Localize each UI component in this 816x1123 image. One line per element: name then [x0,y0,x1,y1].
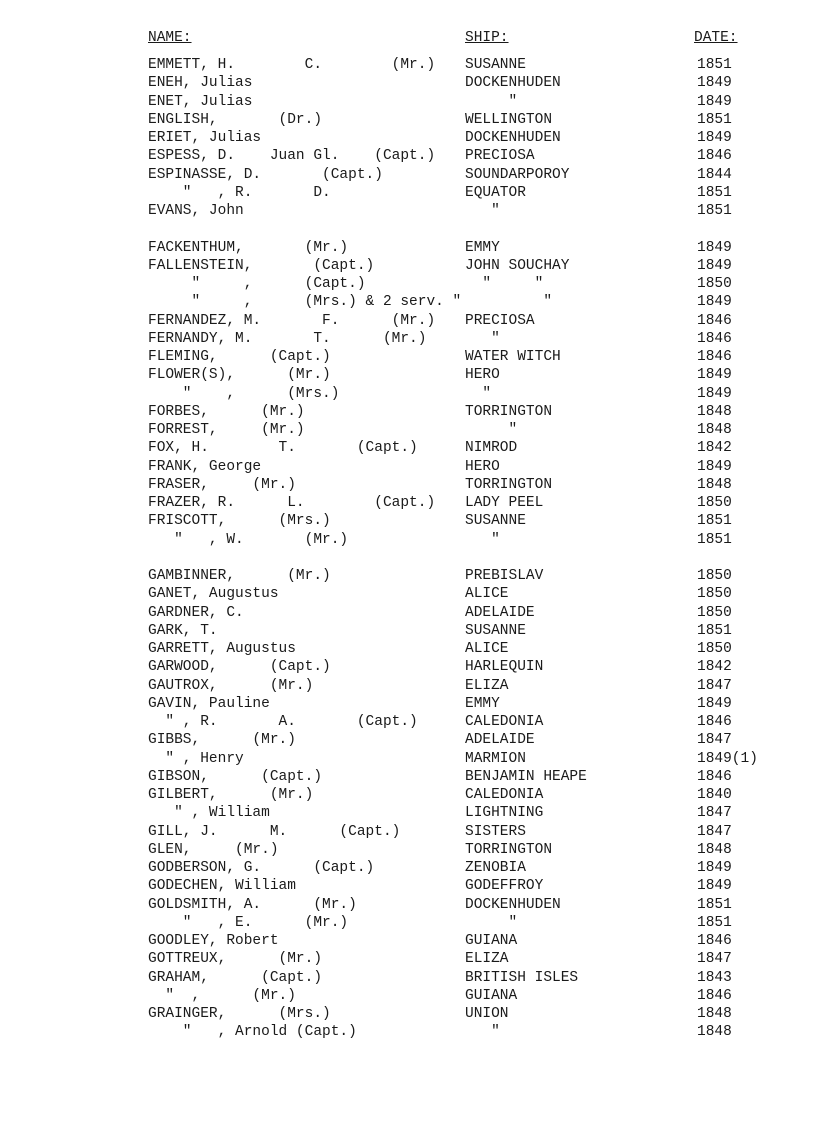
ship-name: PREBISLAV [465,568,544,584]
ship-name: LADY PEEL [465,495,544,511]
list-item [0,804,816,822]
passenger-name: GAMBINNER, (Mr.) [148,568,331,584]
passenger-name: FERNANDEZ, M. F. (Mr.) [148,312,436,329]
ship-name: " [465,203,500,219]
arrival-date: 1847 [697,805,732,822]
ship-name: GUIANA [465,987,518,1004]
list-item [0,166,816,184]
passenger-name: ERIET, Julias [148,130,262,146]
ship-name: LIGHTNING [465,805,544,822]
list-item [0,366,816,384]
arrival-date: 1851 [697,531,732,548]
passenger-name: ESPESS, D. Juan Gl. (Capt.) [148,148,436,165]
arrival-date: 1849(1) [697,750,758,767]
ship-name: UNION [465,1006,509,1022]
arrival-date: 1847 [697,732,732,749]
ship-name: PRECIOSA [465,148,535,165]
ship-name: ELIZA [465,677,509,694]
ship-name: " [465,914,518,931]
ship-name: TORRINGTON [465,403,553,420]
ship-name: CALEDONIA [465,714,544,730]
list-item [0,385,816,403]
arrival-date: 1849 [697,458,732,475]
ship-name: WATER WITCH [465,349,561,365]
arrival-date: 1849 [697,878,732,895]
passenger-name: FRISCOTT, (Mrs.) [148,513,331,530]
arrival-date: 1848 [697,841,732,858]
list-item [0,439,816,457]
ship-name: EMMY [465,695,500,712]
arrival-date: 1848 [697,1006,732,1022]
arrival-date: 1849 [697,860,732,876]
ship-name: SUSANNE [465,622,526,639]
list-item [0,950,816,968]
arrival-date: 1842 [697,659,732,676]
passenger-name: GARWOOD, (Capt.) [148,659,331,676]
ship-name: ADELAIDE [465,732,535,749]
list-item [0,531,816,549]
column-header-row [0,30,816,48]
arrival-date: 1847 [697,677,732,694]
ship-column-header: SHIP: [465,30,509,46]
ship-name: " " [465,276,544,292]
ship-name: " [465,531,500,548]
ship-name: EQUATOR [465,184,526,201]
list-item [0,111,816,129]
arrival-date: 1846 [697,768,732,785]
passenger-name: GOTTREUX, (Mr.) [148,951,323,968]
arrival-date: 1849 [697,695,732,712]
passenger-name: ESPINASSE, D. (Capt.) [148,166,383,183]
list-item [0,677,816,695]
list-item [0,330,816,348]
list-item [0,512,816,530]
passenger-name: FRAZER, R. L. (Capt.) [148,495,436,511]
arrival-date: 1850 [697,495,732,511]
arrival-date: 1849 [697,294,732,311]
passenger-name: ENEH, Julias [148,75,253,92]
list-item [0,184,816,202]
list-item [0,93,816,111]
ship-name: " [465,422,518,438]
passenger-name: " , William [148,805,270,822]
list-item [0,585,816,603]
ship-name: JOHN SOUCHAY [465,257,570,274]
ship-name: DOCKENHUDEN [465,130,561,146]
arrival-date: 1848 [697,422,732,438]
arrival-date: 1850 [697,586,732,603]
ship-name: ALICE [465,641,509,657]
ship-name: TORRINGTON [465,476,553,493]
list-item [0,859,816,877]
ship-name: ELIZA [465,951,509,968]
list-item [0,786,816,804]
arrival-date: 1846 [697,312,732,329]
ship-name: " [465,330,500,347]
arrival-date: 1851 [697,57,732,73]
ship-name: " [465,1024,500,1041]
passenger-name: GILBERT, (Mr.) [148,787,314,803]
list-item [0,421,816,439]
passenger-name: ENGLISH, (Dr.) [148,111,323,128]
arrival-date: 1846 [697,349,732,365]
arrival-date: 1840 [697,787,732,803]
list-item [0,147,816,165]
arrival-date: 1851 [697,203,732,219]
arrival-date: 1850 [697,641,732,657]
list-item [0,969,816,987]
list-item [0,312,816,330]
passenger-name: FORBES, (Mr.) [148,403,305,420]
arrival-date: 1849 [697,257,732,274]
passenger-name: GAVIN, Pauline [148,695,270,712]
passenger-name: GAUTROX, (Mr.) [148,677,314,694]
arrival-date: 1849 [697,75,732,92]
list-item [0,932,816,950]
passenger-name: GRAINGER, (Mrs.) [148,1006,331,1022]
list-item [0,74,816,92]
list-item [0,841,816,859]
passenger-name: " , (Capt.) [148,276,366,292]
passenger-name: FRASER, (Mr.) [148,476,296,493]
ship-name: DOCKENHUDEN [465,75,561,92]
passenger-name: GLEN, (Mr.) [148,841,279,858]
ship-name: ALICE [465,586,509,603]
arrival-date: 1851 [697,111,732,128]
arrival-date: 1848 [697,403,732,420]
list-item [0,257,816,275]
passenger-name: ENET, Julias [148,93,253,110]
arrival-date: 1846 [697,933,732,949]
list-item [0,658,816,676]
list-item [0,129,816,147]
passenger-name: GARRETT, Augustus [148,641,296,657]
list-item [0,877,816,895]
ship-name: HARLEQUIN [465,659,544,676]
arrival-date: 1849 [697,93,732,110]
list-item [0,622,816,640]
list-item [0,476,816,494]
ship-name: SISTERS [465,823,526,840]
arrival-date: 1846 [697,330,732,347]
passenger-name: EVANS, John [148,203,244,219]
arrival-date: 1843 [697,969,732,986]
list-item [0,403,816,421]
passenger-list [0,56,816,1042]
passenger-name: " , Arnold (Capt.) [148,1024,357,1041]
arrival-date: 1849 [697,367,732,384]
passenger-name: " , (Mr.) [148,987,296,1004]
passenger-name: FLEMING, (Capt.) [148,349,331,365]
ship-name: GUIANA [465,933,518,949]
arrival-date: 1850 [697,568,732,584]
list-item [0,567,816,585]
list-item [0,293,816,311]
passenger-name: EMMETT, H. C. (Mr.) [148,57,436,73]
arrival-date: 1849 [697,385,732,402]
ship-name: DOCKENHUDEN [465,896,561,913]
section-gap [0,549,816,567]
list-item [0,695,816,713]
ship-name: HERO [465,367,500,384]
section-gap [0,220,816,238]
passenger-name: GANET, Augustus [148,586,279,603]
ship-name: CALEDONIA [465,787,544,803]
arrival-date: 1850 [697,604,732,621]
arrival-date: 1851 [697,896,732,913]
passenger-name: FRANK, George [148,458,262,475]
list-item [0,987,816,1005]
arrival-date: 1846 [697,148,732,165]
list-item [0,896,816,914]
passenger-name: GIBBS, (Mr.) [148,732,296,749]
passenger-name: GODECHEN, William [148,878,296,895]
ship-name: MARMION [465,750,526,767]
arrival-date: 1847 [697,951,732,968]
ship-name: GODEFFROY [465,878,544,895]
passenger-name: FOX, H. T. (Capt.) [148,440,418,457]
arrival-date: 1851 [697,513,732,530]
passenger-name: FERNANDY, M. T. (Mr.) [148,330,427,347]
ship-name: " [465,93,518,110]
list-item [0,823,816,841]
name-column-header: NAME: [148,30,192,46]
ship-name: SUSANNE [465,513,526,530]
list-item [0,275,816,293]
list-item [0,56,816,74]
ship-name: WELLINGTON [465,111,553,128]
ship-name: ZENOBIA [465,860,526,876]
passenger-name: FALLENSTEIN, (Capt.) [148,257,375,274]
list-item [0,750,816,768]
arrival-date: 1847 [697,823,732,840]
list-item [0,494,816,512]
arrival-date: 1844 [697,166,732,183]
arrival-date: 1842 [697,440,732,457]
passenger-name: GODBERSON, G. (Capt.) [148,860,375,876]
date-column-header: DATE: [694,30,738,46]
passenger-name: FORREST, (Mr.) [148,422,305,438]
arrival-date: 1851 [697,184,732,201]
list-item [0,1005,816,1023]
passenger-name: " , R. A. (Capt.) [148,714,418,730]
arrival-date: 1851 [697,914,732,931]
passenger-name: " , (Mrs.) & 2 serv. " [148,294,462,311]
passenger-name: GILL, J. M. (Capt.) [148,823,401,840]
arrival-date: 1851 [697,622,732,639]
arrival-date: 1849 [697,130,732,146]
ship-name: SUSANNE [465,57,526,73]
passenger-name: GARK, T. [148,622,218,639]
arrival-date: 1848 [697,476,732,493]
passenger-name: " , R. D. [148,184,331,201]
arrival-date: 1848 [697,1024,732,1041]
passenger-name: " , W. (Mr.) [148,531,349,548]
passenger-name: " , Henry [148,750,244,767]
passenger-name: FACKENTHUM, (Mr.) [148,239,349,256]
passenger-name: " , E. (Mr.) [148,914,349,931]
list-item [0,713,816,731]
passenger-name: GOLDSMITH, A. (Mr.) [148,896,357,913]
ship-name: EMMY [465,239,500,256]
list-item [0,202,816,220]
ship-name: SOUNDARPOROY [465,166,570,183]
ship-name: " [465,294,553,311]
passenger-name: GARDNER, C. [148,604,244,621]
list-item [0,1023,816,1041]
passenger-name: GIBSON, (Capt.) [148,768,323,785]
list-item [0,731,816,749]
ship-name: NIMROD [465,440,518,457]
arrival-date: 1846 [697,714,732,730]
list-item [0,348,816,366]
ship-name: TORRINGTON [465,841,553,858]
ship-name: BRITISH ISLES [465,969,579,986]
passenger-name: FLOWER(S), (Mr.) [148,367,331,384]
ship-name: HERO [465,458,500,475]
arrival-date: 1850 [697,276,732,292]
ship-name: BENJAMIN HEAPE [465,768,587,785]
list-item [0,458,816,476]
passenger-name: " , (Mrs.) [148,385,340,402]
list-item [0,914,816,932]
list-item [0,640,816,658]
ship-name: ADELAIDE [465,604,535,621]
list-item [0,768,816,786]
passenger-name: GRAHAM, (Capt.) [148,969,323,986]
list-item [0,604,816,622]
list-item [0,239,816,257]
arrival-date: 1846 [697,987,732,1004]
arrival-date: 1849 [697,239,732,256]
ship-name: " [465,385,492,402]
ship-name: PRECIOSA [465,312,535,329]
passenger-name: GOODLEY, Robert [148,933,279,949]
